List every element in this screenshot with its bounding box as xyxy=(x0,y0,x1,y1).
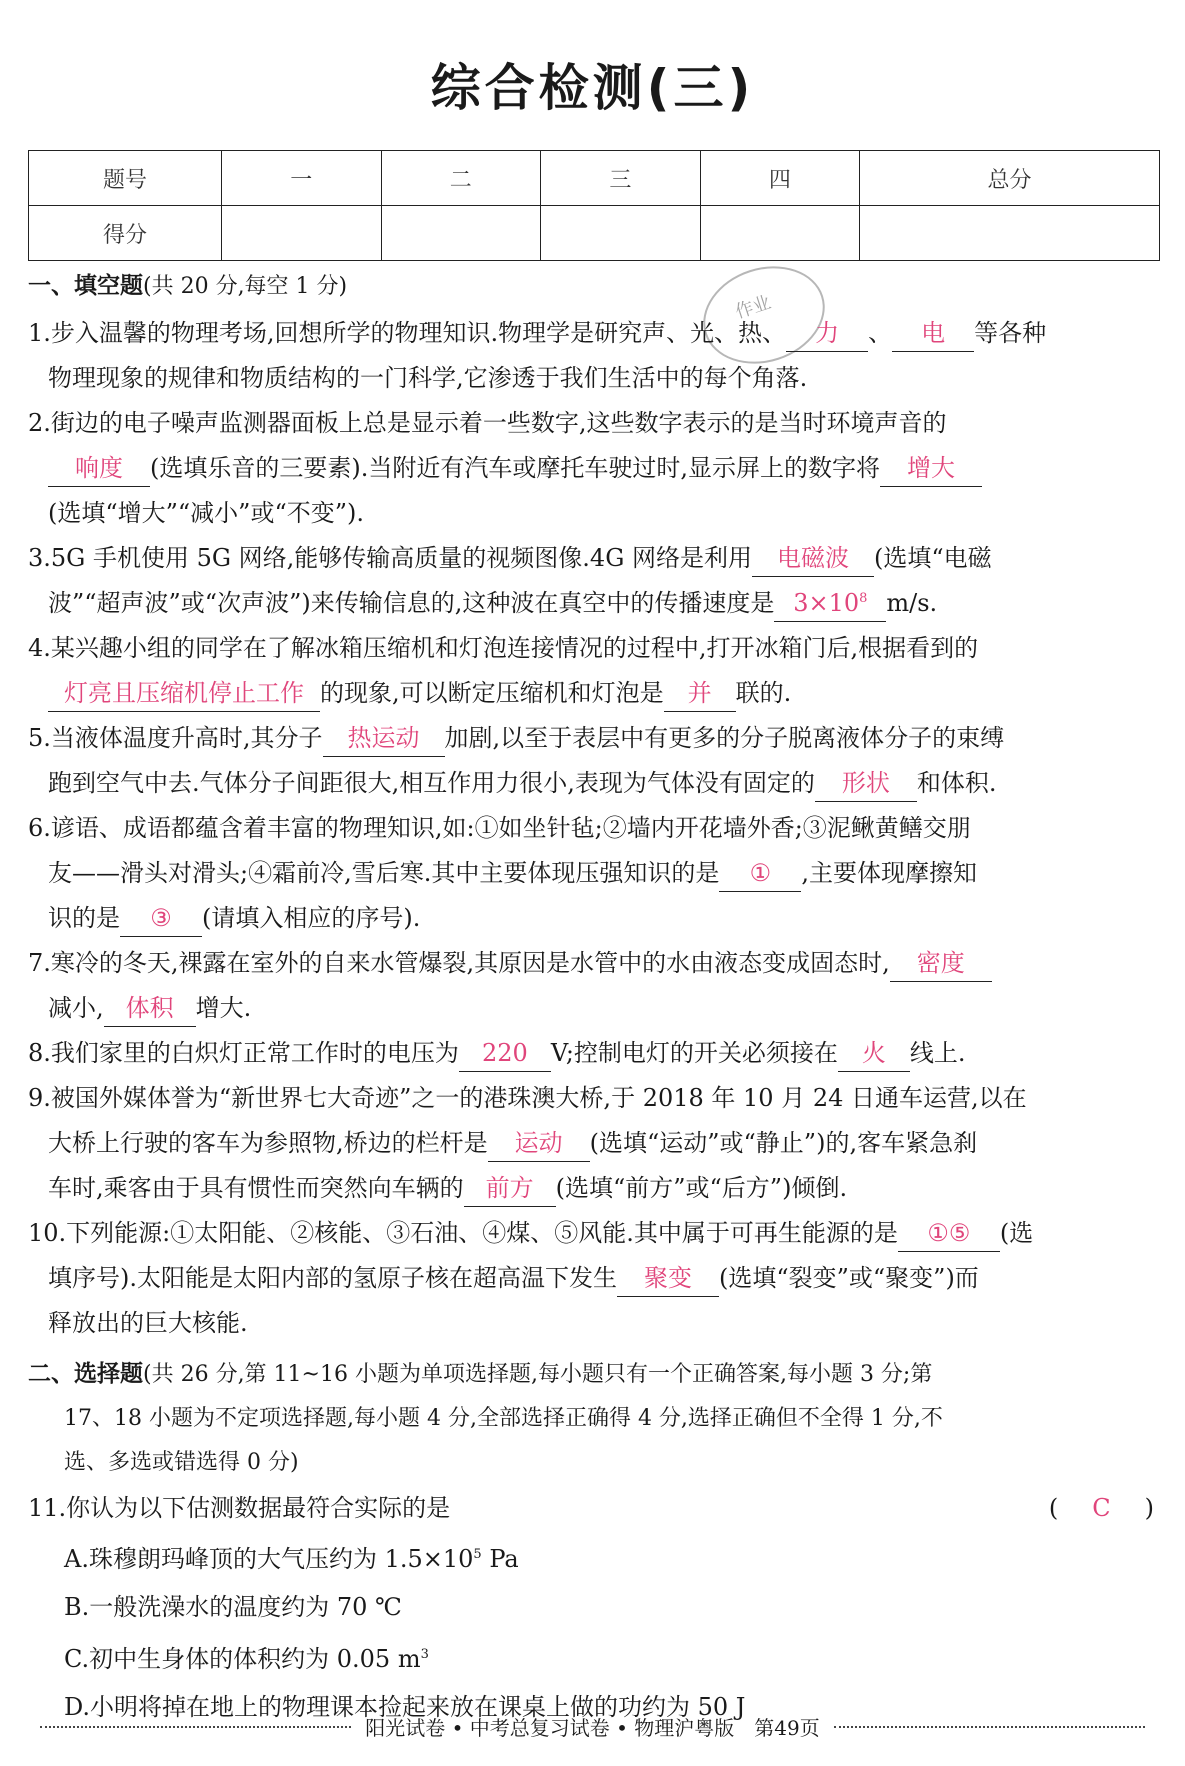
score-cell xyxy=(860,206,1160,261)
q9-text: 大桥上行驶的客车为参照物,桥边的栏杆是 xyxy=(48,1129,488,1157)
score-table xyxy=(28,150,1160,261)
score-header-cell: 题号 xyxy=(29,151,222,206)
q3-answer-1: 电磁波 xyxy=(752,540,874,577)
q11-option-d: D.小明将掉在地上的物理课本捡起来放在课桌上做的功约为 50 J xyxy=(64,1693,746,1721)
section-2-title: 二、选择题 xyxy=(28,1361,143,1387)
q3-text: m/s. xyxy=(886,589,938,617)
q1-text: 物理现象的规律和物质结构的一门科学,它渗透于我们生活中的每个角落. xyxy=(48,364,808,392)
q10-text: (选填“裂变”或“聚变”)而 xyxy=(719,1264,979,1292)
question-6 xyxy=(28,806,1158,941)
q2-text: 2.街边的电子噪声监测器面板上总是显示着一些数字,这些数字表示的是当时环境声音的 xyxy=(28,409,947,437)
q3-text: (选填“电磁 xyxy=(874,544,992,572)
section-2-note: 17、18 小题为不定项选择题,每小题 4 分,全部选择正确得 4 分,选择正确但不全得 1 分,不 xyxy=(64,1406,943,1431)
q6-text: ,主要体现摩擦知 xyxy=(801,859,977,887)
question-content xyxy=(28,268,1158,1731)
q7-answer-2: 体积 xyxy=(104,990,196,1027)
q2-answer-2: 增大 xyxy=(880,450,982,487)
q9-text: 9.被国外媒体誉为“新世界七大奇迹”之一的港珠澳大桥,于 2018 年 10 月 24 日通车运营,以在 xyxy=(28,1084,1027,1112)
section-1-title: 一、填空题 xyxy=(28,273,143,299)
q11-option-a-text: A.珠穆朗玛峰顶的大气压约为 1.5×10 xyxy=(64,1545,474,1573)
q11-answer: C xyxy=(1092,1494,1111,1522)
question-11 xyxy=(28,1485,1158,1531)
q3-text: 3.5G 手机使用 5G 网络,能够传输高质量的视频图像.4G 网络是利用 xyxy=(28,544,752,572)
question-7 xyxy=(28,941,1158,1031)
q3-text: 波”“超声波”或“次声波”)来传输信息的,这种波在真空中的传播速度是 xyxy=(48,589,775,617)
score-header-cell: 四 xyxy=(700,151,860,206)
score-table-header-row xyxy=(29,151,1160,206)
q11-option-a-exponent: 5 xyxy=(473,1547,482,1562)
q9-answer-2: 前方 xyxy=(464,1170,556,1207)
footer-divider-right xyxy=(834,1726,1145,1728)
q2-text: (选填乐音的三要素).当附近有汽车或摩托车驶过时,显示屏上的数字将 xyxy=(150,454,880,482)
q5-text: 和体积. xyxy=(916,769,997,797)
q10-answer-1: ①⑤ xyxy=(898,1215,1000,1252)
footer-text: 阳光试卷 • 中考总复习试卷 • 物理沪粤版 第49页 xyxy=(365,1716,820,1740)
q5-text: 加剧,以至于表层中有更多的分子脱离液体分子的束缚 xyxy=(444,724,1005,752)
score-cell xyxy=(700,206,860,261)
q5-answer-1: 热运动 xyxy=(323,720,445,757)
q8-answer-2: 火 xyxy=(838,1035,910,1072)
q4-answer-2: 并 xyxy=(664,675,736,712)
stamp-label: 作业 xyxy=(732,291,774,324)
q2-text: (选填“增大”“减小”或“不变”). xyxy=(48,499,364,527)
q9-answer-1: 运动 xyxy=(488,1125,590,1162)
question-9 xyxy=(28,1076,1158,1211)
score-cell xyxy=(381,206,541,261)
question-8 xyxy=(28,1031,1158,1076)
score-cell xyxy=(541,206,701,261)
question-3 xyxy=(28,536,1158,626)
q4-answer-1: 灯亮且压缩机停止工作 xyxy=(48,675,320,712)
section-2-note: 选、多选或错选得 0 分) xyxy=(64,1450,299,1475)
footer-divider-left xyxy=(40,1726,351,1728)
q3-answer-2-base: 3×10 xyxy=(793,589,860,617)
q6-text: 友——滑头对滑头;④霜前冷,雪后寒.其中主要体现压强知识的是 xyxy=(48,859,720,887)
q11-option-c xyxy=(28,1631,1158,1683)
q5-text: 5.当液体温度升高时,其分子 xyxy=(28,724,323,752)
q1-answer-1: 力 xyxy=(786,315,868,352)
q9-text: (选填“运动”或“静止”)的,客车紧急刹 xyxy=(589,1129,978,1157)
q10-text: 填序号).太阳能是太阳内部的氢原子核在超高温下发生 xyxy=(48,1264,617,1292)
score-table-score-row xyxy=(29,206,1160,261)
q6-text: (请填入相应的序号). xyxy=(202,904,421,932)
q6-answer-1: ① xyxy=(719,855,801,892)
q8-text: 线上. xyxy=(909,1039,966,1067)
q4-text: 联的. xyxy=(735,679,792,707)
q11-option-c-text: C.初中生身体的体积约为 0.05 m xyxy=(64,1645,421,1673)
q11-paren-close: ) xyxy=(1144,1494,1154,1522)
q10-text: 10.下列能源:①太阳能、②核能、③石油、④煤、⑤风能.其中属于可再生能源的是 xyxy=(28,1219,898,1247)
question-2 xyxy=(28,401,1158,536)
q11-stem: 11.你认为以下估测数据最符合实际的是 xyxy=(28,1494,451,1522)
q5-answer-2: 形状 xyxy=(815,765,917,802)
q10-text: (选 xyxy=(999,1219,1034,1247)
q11-option-a-unit: Pa xyxy=(481,1545,519,1573)
question-5 xyxy=(28,716,1158,806)
score-row-label: 得分 xyxy=(29,206,222,261)
q11-option-c-exponent: 3 xyxy=(420,1647,429,1662)
page-footer xyxy=(40,1712,1145,1741)
question-1 xyxy=(28,311,1158,401)
q11-paren-open: ( xyxy=(1048,1494,1059,1522)
q1-text: 、 xyxy=(868,319,893,347)
score-header-cell: 总分 xyxy=(860,151,1160,206)
q8-answer-1: 220 xyxy=(459,1035,551,1072)
q8-text: V;控制电灯的开关必须接在 xyxy=(550,1039,838,1067)
score-header-cell: 三 xyxy=(541,151,701,206)
q3-answer-2 xyxy=(774,581,886,622)
q10-text: 释放出的巨大核能. xyxy=(48,1309,248,1337)
q8-text: 8.我们家里的白炽灯正常工作时的电压为 xyxy=(28,1039,459,1067)
q11-answer-bracket xyxy=(1049,1485,1154,1531)
q7-answer-1: 密度 xyxy=(890,945,992,982)
section-2-heading xyxy=(28,1352,1158,1485)
page-title: 综合检测(三) xyxy=(430,59,755,117)
q7-text: 7.寒冷的冬天,裸露在室外的自来水管爆裂,其原因是水管中的水由液态变成固态时, xyxy=(28,949,890,977)
q11-option-b: B.一般洗澡水的温度约为 70 ℃ xyxy=(64,1593,402,1621)
q6-answer-2: ③ xyxy=(120,900,202,937)
question-10 xyxy=(28,1211,1158,1346)
section-1-heading xyxy=(28,268,1158,305)
q1-answer-2: 电 xyxy=(892,315,974,352)
q9-text: (选填“前方”或“后方”)倾倒. xyxy=(555,1174,848,1202)
q3-answer-2-exponent: 8 xyxy=(859,591,868,606)
q1-text: 等各种 xyxy=(974,319,1047,347)
question-4 xyxy=(28,626,1158,716)
score-header-cell: 一 xyxy=(222,151,382,206)
q4-text: 4.某兴趣小组的同学在了解冰箱压缩机和灯泡连接情况的过程中,打开冰箱门后,根据看到的 xyxy=(28,634,979,662)
score-cell xyxy=(222,206,382,261)
q11-option-a xyxy=(28,1531,1158,1583)
section-2-note: (共 26 分,第 11~16 小题为单项选择题,每小题只有一个正确答案,每小题 3 分;第 xyxy=(143,1362,933,1387)
score-header-cell: 二 xyxy=(381,151,541,206)
q4-text: 的现象,可以断定压缩机和灯泡是 xyxy=(320,679,664,707)
q6-text: 6.谚语、成语都蕴含着丰富的物理知识,如:①如坐针毡;②墙内开花墙外香;③泥鳅黄鳝交朋 xyxy=(28,814,971,842)
q7-text: 减小, xyxy=(48,994,104,1022)
q5-text: 跑到空气中去.气体分子间距很大,相互作用力很小,表现为气体没有固定的 xyxy=(48,769,815,797)
section-1-note: (共 20 分,每空 1 分) xyxy=(143,274,348,299)
q7-text: 增大. xyxy=(195,994,252,1022)
q1-text: 1.步入温馨的物理考场,回想所学的物理知识.物理学是研究声、光、热、 xyxy=(28,319,787,347)
q6-text: 识的是 xyxy=(48,904,120,932)
q10-answer-2: 聚变 xyxy=(617,1260,719,1297)
q2-answer-1: 响度 xyxy=(48,450,150,487)
q9-text: 车时,乘客由于具有惯性而突然向车辆的 xyxy=(48,1174,464,1202)
